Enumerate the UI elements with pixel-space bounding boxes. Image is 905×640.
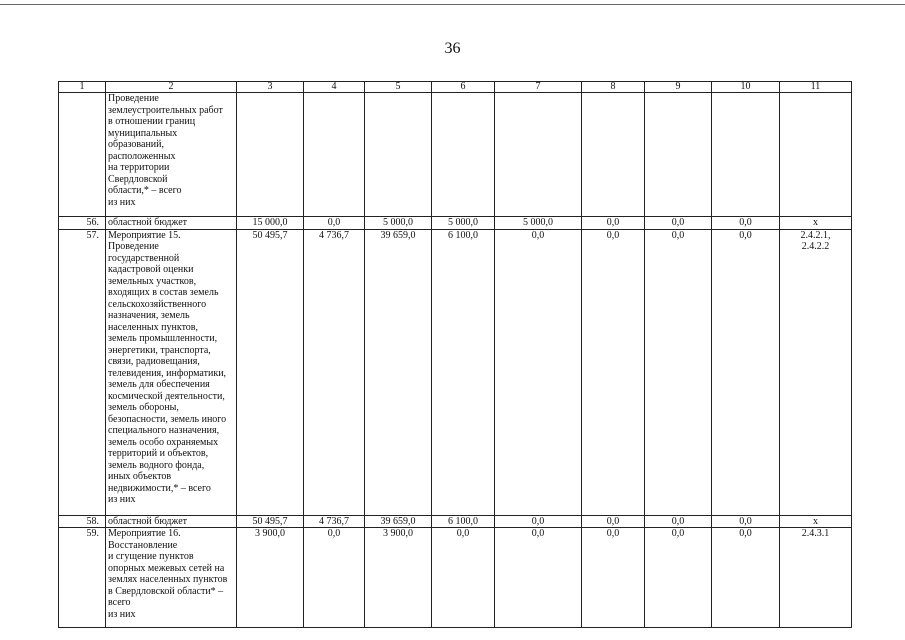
value-cell: 0,0 (304, 217, 365, 230)
value-cell: 5 000,0 (432, 217, 495, 230)
table-row (59, 528, 852, 628)
value-cell: 0,0 (712, 515, 780, 528)
value-cell: 6 100,0 (432, 515, 495, 528)
column-header: 7 (495, 82, 582, 93)
item-name-cell: областной бюджет (106, 217, 237, 230)
page-number: 36 (444, 40, 461, 57)
value-cell: 6 100,0 (432, 229, 495, 515)
row-number-cell: 59. (59, 528, 106, 628)
value-cell: х (780, 515, 852, 528)
value-cell: 4 736,7 (304, 229, 365, 515)
value-cell: 0,0 (495, 515, 582, 528)
row-number-cell (59, 93, 106, 217)
value-cell (712, 93, 780, 217)
column-header: 6 (432, 82, 495, 93)
value-cell: 0,0 (645, 229, 712, 515)
budget-table (58, 81, 852, 628)
column-header: 2 (106, 82, 237, 93)
table-row (59, 217, 852, 230)
value-cell (582, 93, 645, 217)
value-cell: 0,0 (304, 528, 365, 628)
value-cell: 0,0 (582, 217, 645, 230)
column-header: 1 (59, 82, 106, 93)
row-number-cell: 58. (59, 515, 106, 528)
table-row (59, 93, 852, 217)
row-number-cell: 56. (59, 217, 106, 230)
value-cell: 39 659,0 (365, 515, 432, 528)
column-header: 5 (365, 82, 432, 93)
column-header: 4 (304, 82, 365, 93)
item-name-cell: Мероприятие 16. Восстановление и сгущение пунктов опорных межевых сетей на землях населенных пунктов в Свердловской области* – всего из них (106, 528, 237, 628)
value-cell: 0,0 (582, 229, 645, 515)
table-row (59, 229, 852, 515)
value-cell: 0,0 (645, 217, 712, 230)
value-cell: 0,0 (582, 528, 645, 628)
value-cell: 3 900,0 (365, 528, 432, 628)
item-name-cell: областной бюджет (106, 515, 237, 528)
value-cell: 4 736,7 (304, 515, 365, 528)
value-cell: 0,0 (495, 229, 582, 515)
column-header: 3 (237, 82, 304, 93)
value-cell: 0,0 (712, 528, 780, 628)
value-cell: 3 900,0 (237, 528, 304, 628)
value-cell: 0,0 (712, 217, 780, 230)
value-cell: 0,0 (582, 515, 645, 528)
column-header: 10 (712, 82, 780, 93)
column-header: 9 (645, 82, 712, 93)
top-rule (0, 4, 905, 5)
value-cell: 0,0 (645, 528, 712, 628)
value-cell: 0,0 (645, 515, 712, 528)
value-cell (365, 93, 432, 217)
item-name-cell: Проведение землеустроительных работ в отношении границ муниципальных образований, расположенных на территории Свердловской области,* – всего из них (106, 93, 237, 217)
value-cell (780, 93, 852, 217)
value-cell: 5 000,0 (495, 217, 582, 230)
value-cell (304, 93, 365, 217)
value-cell: 50 495,7 (237, 229, 304, 515)
value-cell: 2.4.2.1, 2.4.2.2 (780, 229, 852, 515)
value-cell (645, 93, 712, 217)
item-name-cell: Мероприятие 15. Проведение государственной кадастровой оценки земельных участков, входящих в состав земель сельскохозяйственного назначения, земель населенных пунктов, земель промышленности, энергетики, транспорта, связи, радиовещания, телевидения, информатики, земель для обеспечения космической деятельности, земель обороны, безопасности, земель иного специального назначения, земель особо охраняемых территорий и объектов, земель водного фонда, иных объектов недвижимости,* – всего из них (106, 229, 237, 515)
value-cell: х (780, 217, 852, 230)
value-cell (432, 93, 495, 217)
value-cell: 15 000,0 (237, 217, 304, 230)
header-row (59, 82, 852, 93)
value-cell: 0,0 (432, 528, 495, 628)
value-cell (495, 93, 582, 217)
value-cell: 5 000,0 (365, 217, 432, 230)
row-number-cell: 57. (59, 229, 106, 515)
value-cell (237, 93, 304, 217)
value-cell: 2.4.3.1 (780, 528, 852, 628)
column-header: 11 (780, 82, 852, 93)
value-cell: 50 495,7 (237, 515, 304, 528)
value-cell: 0,0 (712, 229, 780, 515)
value-cell: 0,0 (495, 528, 582, 628)
column-header: 8 (582, 82, 645, 93)
value-cell: 39 659,0 (365, 229, 432, 515)
table-row (59, 515, 852, 528)
